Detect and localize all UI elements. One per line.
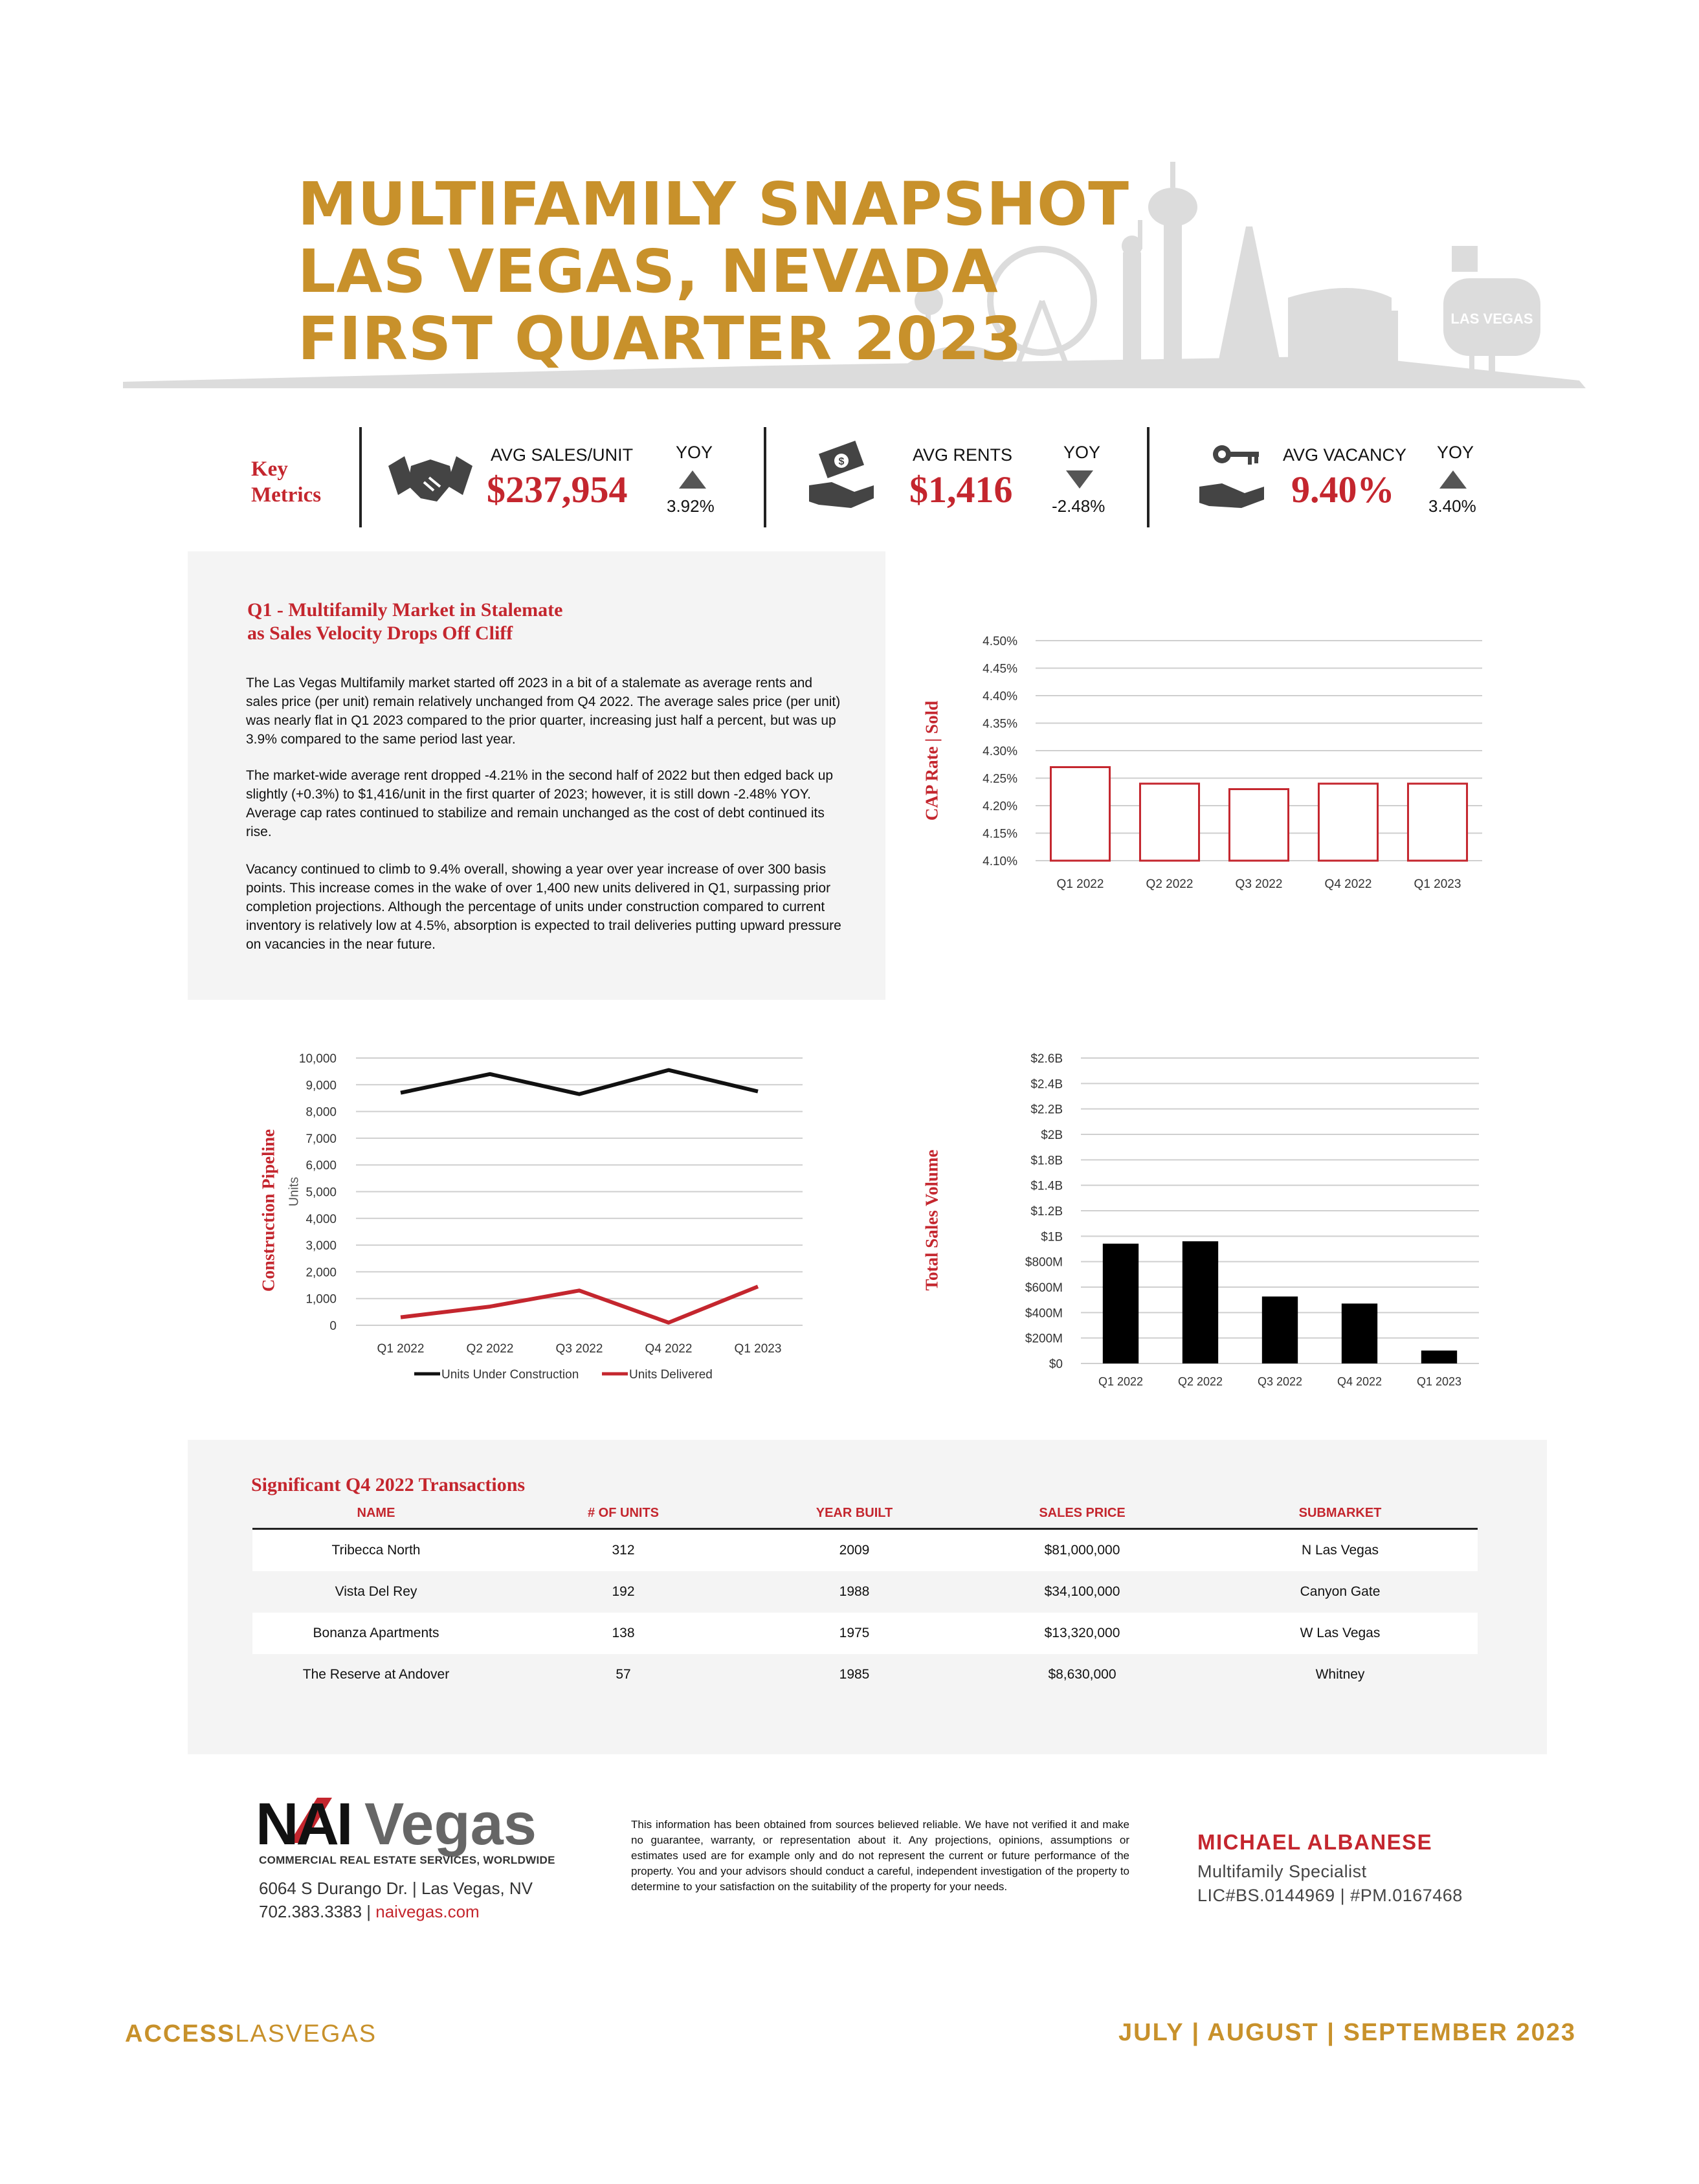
metric-sales-label: AVG SALES/UNIT xyxy=(491,445,634,465)
cell-year-built: 2009 xyxy=(747,1529,962,1572)
article-heading-line1: Q1 - Multifamily Market in Stalemate xyxy=(247,599,563,621)
column-header-sales-price: SALES PRICE xyxy=(962,1498,1203,1529)
title-line-2: LAS VEGAS, NEVADA xyxy=(298,237,999,306)
table-row xyxy=(252,1571,1478,1613)
metric-vacancy-yoy-value: 3.40% xyxy=(1428,496,1476,516)
y-tick-label: 9,000 xyxy=(305,1079,337,1093)
metric-sales-value: $237,954 xyxy=(487,469,628,511)
total-sales-volume-chart xyxy=(1016,1045,1495,1401)
construction-axis-title: Construction Pipeline xyxy=(258,1129,278,1292)
y-tick-label: $1.8B xyxy=(1030,1154,1063,1168)
title-line-3: FIRST QUARTER 2023 xyxy=(298,304,1023,373)
y-tick-label: 2,000 xyxy=(305,1266,337,1280)
bar xyxy=(1342,1303,1377,1363)
table-row xyxy=(252,1529,1478,1572)
key-metrics-label-line1: Key xyxy=(251,458,288,481)
column-header-name: NAME xyxy=(252,1498,500,1529)
table-row xyxy=(252,1654,1478,1695)
y-tick-label: 4.50% xyxy=(983,635,1017,648)
y-tick-label: $2.4B xyxy=(1030,1077,1063,1092)
article-heading xyxy=(247,599,562,645)
y-tick-label: 6,000 xyxy=(305,1159,337,1173)
y-tick-label: 7,000 xyxy=(305,1132,337,1146)
legend-label: Units Delivered xyxy=(629,1368,713,1382)
company-phone: 702.383.3383 | xyxy=(259,1902,372,1921)
metrics-divider xyxy=(1147,427,1149,527)
sales-volume-axis-title: Total Sales Volume xyxy=(922,1149,942,1291)
y-tick-label: 10,000 xyxy=(298,1052,337,1066)
transactions-heading: Significant Q4 2022 Transactions xyxy=(251,1474,526,1495)
key-metrics-label-line2: Metrics xyxy=(251,483,322,507)
y-tick-label: 0 xyxy=(329,1319,337,1333)
metric-rents-yoy-label: YOY xyxy=(1063,443,1101,462)
metrics-divider xyxy=(764,427,766,527)
cell-sales-price: $81,000,000 xyxy=(962,1529,1203,1572)
article-paragraph-2: The market-wide average rent dropped -4.21% in the second half of 2022 but then edged back up slightly (+0.3%) to $1,416/unit in the first quarter of 2023; however, it is still down -2.48% YOY. Average cap rates continued to stabilize and remain unchanged as the cost of debt continued its rise. xyxy=(246,768,834,839)
metrics-divider xyxy=(359,427,362,527)
y-tick-label: 8,000 xyxy=(305,1105,337,1120)
cell-name: Bonanza Apartments xyxy=(252,1613,500,1654)
bar xyxy=(1262,1297,1298,1363)
nai-vegas-logo xyxy=(256,1792,540,1864)
key-metrics-label xyxy=(251,456,321,508)
cell-units: 138 xyxy=(500,1613,747,1654)
bar xyxy=(1421,1351,1457,1363)
company-address: 6064 S Durango Dr. | Las Vegas, NV xyxy=(259,1879,533,1898)
hand-money-icon xyxy=(806,440,877,511)
hand-key-icon xyxy=(1196,440,1267,511)
y-tick-label: $1B xyxy=(1041,1230,1063,1244)
cell-year-built: 1988 xyxy=(839,1584,870,1599)
y-tick-label: 1,000 xyxy=(305,1292,337,1307)
company-tagline: COMMERCIAL REAL ESTATE SERVICES, WORLDWIDE xyxy=(259,1854,555,1866)
bar xyxy=(1183,1241,1218,1363)
y-tick-label: $600M xyxy=(1025,1281,1063,1295)
x-tick-label: Q3 2022 xyxy=(1235,877,1283,891)
x-tick-label: Q2 2022 xyxy=(1177,1375,1223,1388)
contact-role: Multifamily Specialist xyxy=(1197,1862,1367,1881)
cell-submarket: N Las Vegas xyxy=(1203,1529,1478,1572)
x-tick-label: Q4 2022 xyxy=(645,1342,693,1356)
triangle-up-icon xyxy=(1438,469,1468,490)
footer-brand-light: LASVEGAS xyxy=(235,2020,377,2047)
y-tick-label: $2.2B xyxy=(1030,1103,1063,1117)
article-paragraph-1: The Las Vegas Multifamily market started off 2023 in a bit of a stalemate as average rents and sales price (per unit) remain relatively unchanged from Q4 2022. The average sales price (per unit) was nearly flat in Q1 2023 compared to the prior quarter, increasing just half a percent, but was up 3.9% compared to the same period last year. xyxy=(246,676,841,747)
metric-rents-value: $1,416 xyxy=(909,469,1013,511)
column-header-year-built: YEAR BUILT xyxy=(747,1498,962,1529)
bar xyxy=(1229,789,1288,861)
metric-vacancy-label: AVG VACANCY xyxy=(1283,445,1407,465)
skyline-sign-text: LAS VEGAS xyxy=(1450,311,1533,327)
triangle-down-icon xyxy=(1065,469,1094,490)
transactions-table xyxy=(252,1498,1478,1695)
x-tick-label: Q3 2022 xyxy=(1257,1375,1303,1388)
footer-brand-bold: ACCESS xyxy=(125,2020,236,2047)
article-heading-line2: as Sales Velocity Drops Off Cliff xyxy=(247,623,513,644)
title-line-1: MULTIFAMILY SNAPSHOT xyxy=(298,170,1129,239)
x-tick-label: Q4 2022 xyxy=(1337,1375,1383,1388)
cell-year-built: 1975 xyxy=(747,1613,962,1654)
y-tick-label: $2.6B xyxy=(1030,1052,1063,1066)
legend-label: Units Under Construction xyxy=(441,1368,579,1382)
cap-rate-chart xyxy=(964,624,1495,896)
y-tick-label: 5,000 xyxy=(305,1186,337,1200)
cell-units: 57 xyxy=(616,1667,631,1682)
bar xyxy=(1140,784,1199,861)
x-tick-label: Q2 2022 xyxy=(1146,877,1194,891)
article-paragraph-3: Vacancy continued to climb to 9.4% overall, showing a year over year increase of over 300 basis points. This increase comes in the wake of over 1,400 new units delivered in Q1, surpassing prior completion projections. Although the percentage of units under construction compared to current inventory is relatively low at 4.5%, absorption is expected to trail deliveries putting upward pressure on vacancies in the near future. xyxy=(246,862,841,952)
contact-name: MICHAEL ALBANESE xyxy=(1197,1830,1433,1854)
metric-sales-yoy-value: 3.92% xyxy=(667,496,715,516)
construction-ylabel: Units xyxy=(287,1176,302,1207)
y-tick-label: $400M xyxy=(1025,1307,1063,1321)
y-tick-label: $2B xyxy=(1041,1129,1063,1142)
cell-submarket: Whitney xyxy=(1315,1667,1365,1682)
y-tick-label: $1.4B xyxy=(1030,1179,1063,1193)
y-tick-label: 4.20% xyxy=(983,800,1017,813)
cell-sales-price: $8,630,000 xyxy=(1048,1667,1116,1682)
construction-pipeline-chart xyxy=(291,1045,828,1382)
metric-sales-yoy-label: YOY xyxy=(676,443,713,462)
column-header-submarket: SUBMARKET xyxy=(1203,1498,1478,1529)
cell-name: Tribecca North xyxy=(252,1529,500,1572)
cell-sales-price: $13,320,000 xyxy=(962,1613,1203,1654)
metric-rents-label: AVG RENTS xyxy=(913,445,1013,465)
y-tick-label: $0 xyxy=(1049,1358,1063,1371)
cell-year-built: 1985 xyxy=(839,1667,870,1682)
y-tick-label: 4.40% xyxy=(983,690,1017,703)
y-tick-label: 4.15% xyxy=(983,827,1017,841)
x-tick-label: Q3 2022 xyxy=(555,1342,603,1356)
x-tick-label: Q1 2022 xyxy=(1056,877,1104,891)
triangle-up-icon xyxy=(678,469,707,490)
table-row xyxy=(252,1613,1478,1654)
x-tick-label: Q1 2023 xyxy=(734,1342,782,1356)
series-line xyxy=(401,1286,758,1323)
bar xyxy=(1408,784,1467,861)
x-tick-label: Q1 2023 xyxy=(1414,877,1461,891)
x-tick-label: Q4 2022 xyxy=(1324,877,1372,891)
company-website-link[interactable]: naivegas.com xyxy=(375,1902,480,1921)
cap-rate-axis-title: CAP Rate | Sold xyxy=(922,700,942,821)
disclaimer-text: This information has been obtained from sources believed reliable. We have not verified it and make no guarantee, warranty, or representation about it. Any projections, opinions, assumptions or estimates used are for example only and do not represent the current or future performance of the property. You and your advisors should conduct a careful, independent investigation of the property to determine to your satisfaction on the suitability of the property for your needs. xyxy=(631,1818,1129,1893)
y-tick-label: $800M xyxy=(1025,1255,1063,1270)
y-tick-label: 4.35% xyxy=(983,717,1017,731)
column-header-units: # OF UNITS xyxy=(500,1498,747,1529)
logo-vegas-text: Vegas xyxy=(364,1792,537,1857)
metric-rents-yoy-value: -2.48% xyxy=(1052,496,1105,516)
cell-name: Vista Del Rey xyxy=(335,1584,417,1599)
y-tick-label: 4,000 xyxy=(305,1212,337,1226)
x-tick-label: Q1 2022 xyxy=(377,1342,425,1356)
logo-nai-text: NAI xyxy=(256,1792,351,1857)
y-tick-label: 4.45% xyxy=(983,662,1017,676)
cell-submarket: W Las Vegas xyxy=(1203,1613,1478,1654)
contact-license: LIC#BS.0144969 | #PM.0167468 xyxy=(1197,1886,1463,1905)
x-tick-label: Q1 2022 xyxy=(1098,1375,1144,1388)
y-tick-label: 4.25% xyxy=(983,772,1017,786)
series-line xyxy=(401,1070,758,1094)
bar xyxy=(1103,1244,1138,1363)
metric-vacancy-yoy-label: YOY xyxy=(1437,443,1474,462)
cell-units: 192 xyxy=(612,1584,635,1599)
bar xyxy=(1318,784,1377,861)
cell-units: 312 xyxy=(500,1529,747,1572)
footer-brand xyxy=(125,2020,377,2048)
y-tick-label: 3,000 xyxy=(305,1239,337,1253)
handshake-icon xyxy=(388,447,472,508)
footer-issue: JULY | AUGUST | SEPTEMBER 2023 xyxy=(1118,2019,1577,2046)
cell-sales-price: $34,100,000 xyxy=(1044,1584,1120,1599)
y-tick-label: 4.30% xyxy=(983,745,1017,758)
svg-text:$: $ xyxy=(838,456,845,467)
cell-submarket: Canyon Gate xyxy=(1300,1584,1381,1599)
transactions-header-row xyxy=(252,1498,1478,1529)
x-tick-label: Q2 2022 xyxy=(466,1342,514,1356)
y-tick-label: $1.2B xyxy=(1030,1205,1063,1219)
metric-vacancy-value: 9.40% xyxy=(1291,469,1395,511)
bar xyxy=(1050,767,1109,861)
x-tick-label: Q1 2023 xyxy=(1416,1375,1462,1388)
cell-name: The Reserve at Andover xyxy=(302,1667,450,1682)
y-tick-label: 4.10% xyxy=(983,855,1017,868)
company-phone-line xyxy=(259,1902,480,1922)
y-tick-label: $200M xyxy=(1025,1332,1063,1346)
